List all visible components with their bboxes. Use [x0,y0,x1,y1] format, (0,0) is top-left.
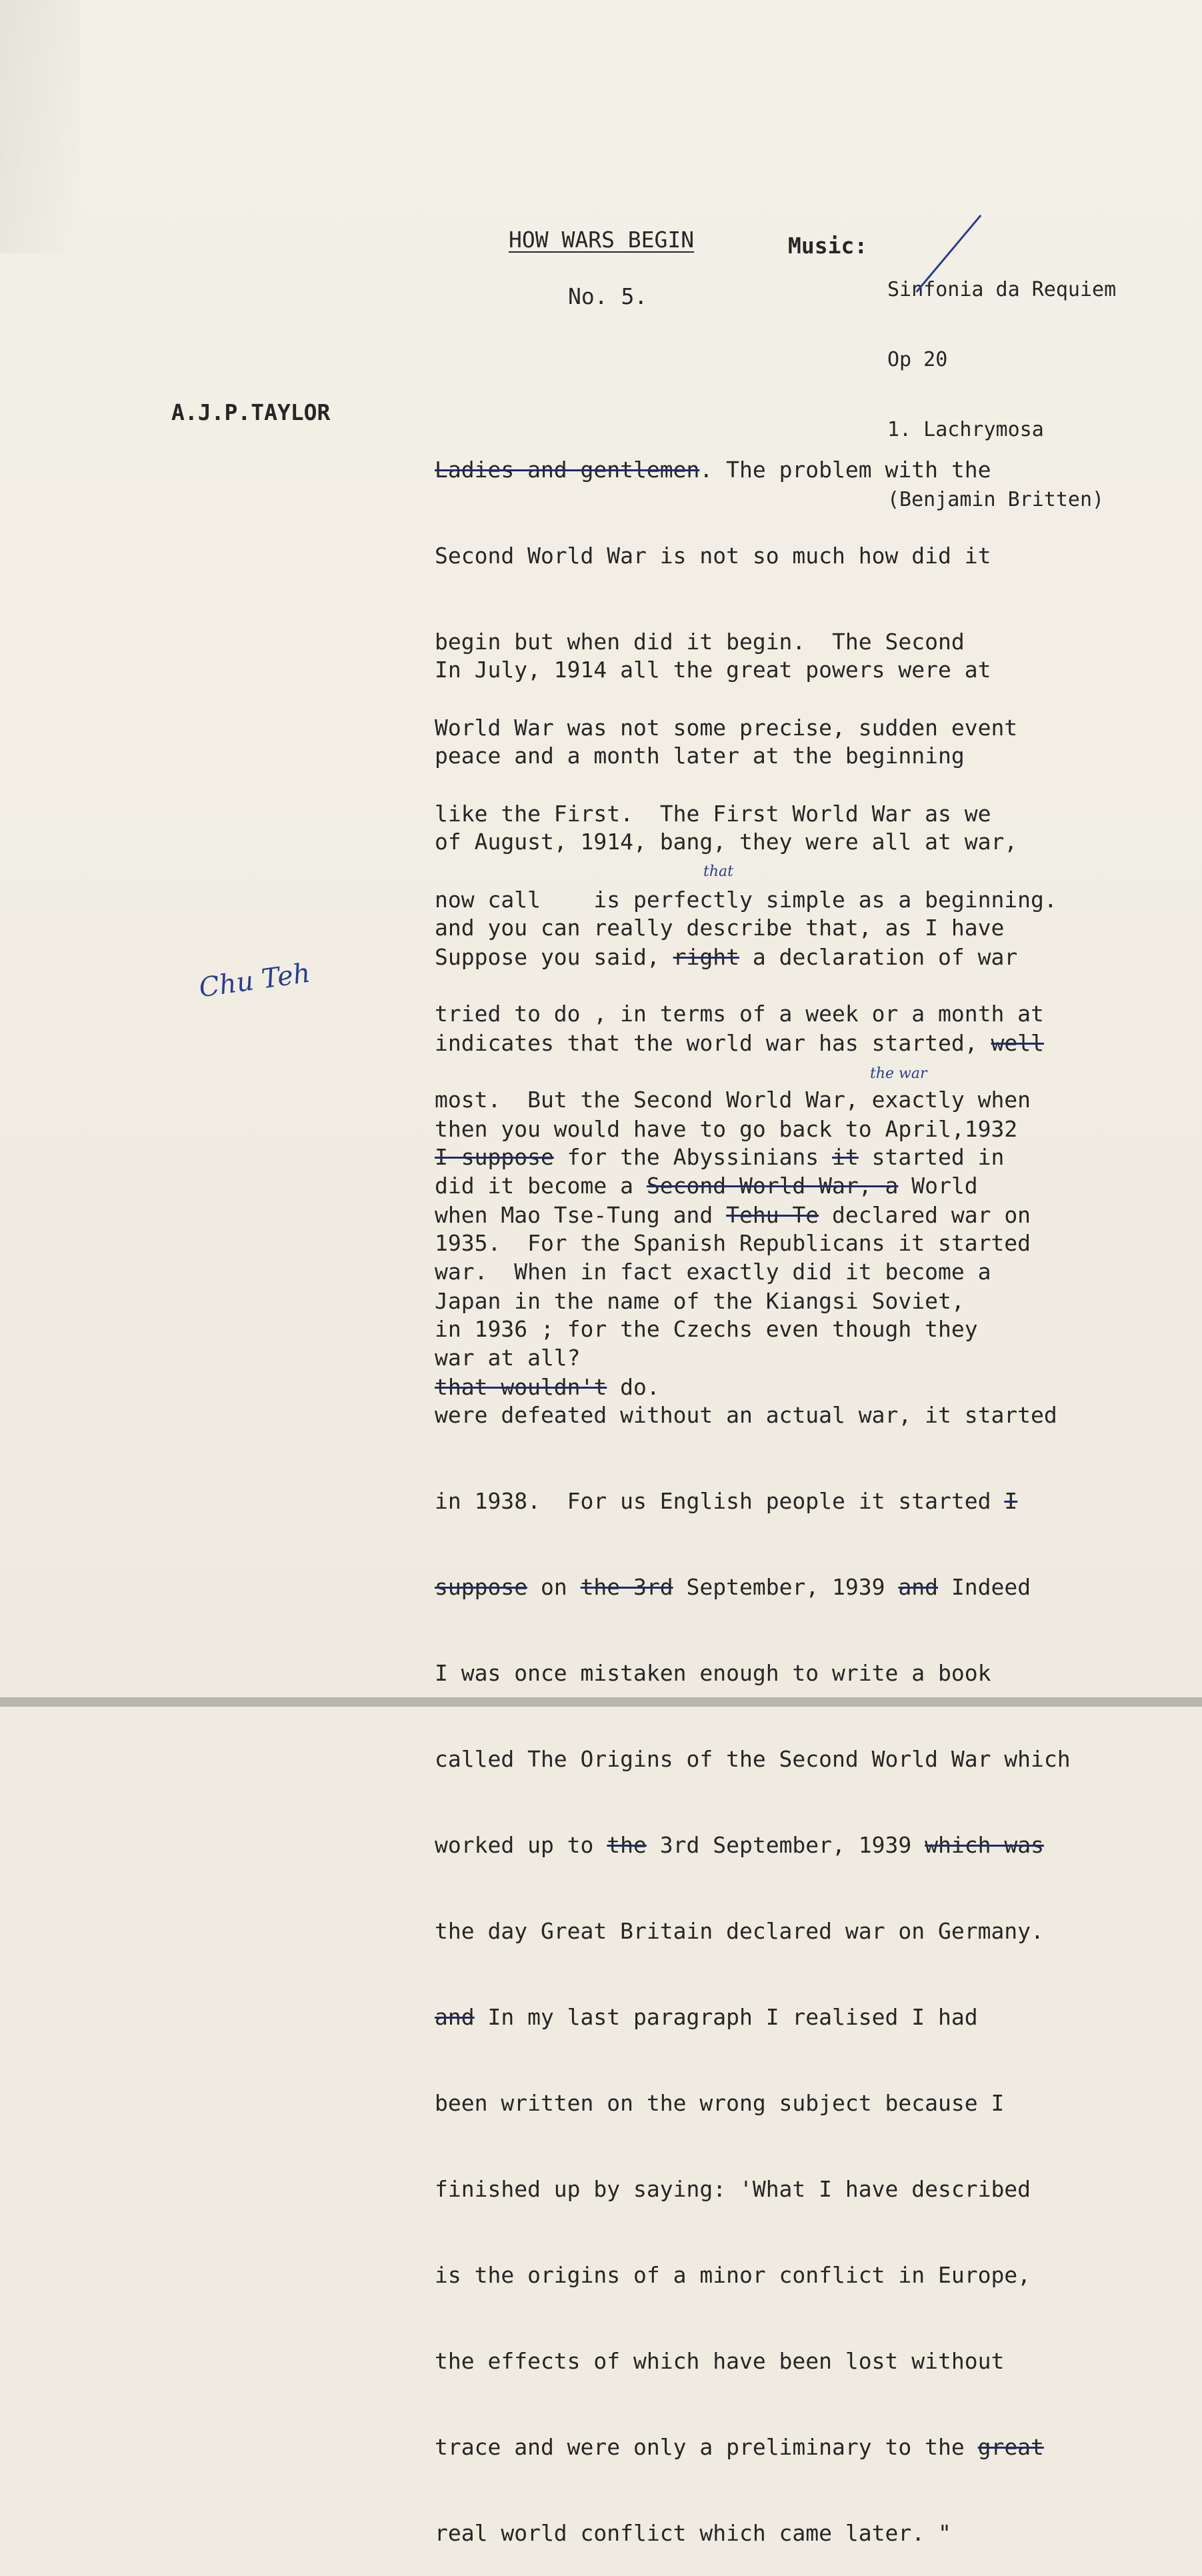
struck-text: Tehu Te [726,1202,819,1228]
struck-text: that wouldn't [435,1374,607,1400]
struck-text: and [898,1574,939,1600]
author-name: A.J.P.TAYLOR [171,399,331,425]
text-line: were defeated without an actual war, it started [435,1402,1057,1428]
struck-text: the 3rd [580,1574,673,1600]
text-line: that wouldn't do. [435,1374,660,1400]
text-line: of August, 1914, bang, they were all at war, [435,829,1018,855]
text-line: then you would have to go back to April,1932 [435,1116,1018,1142]
text-line: tried to do , in terms of a week or a month at [435,1001,1044,1027]
text-line: and you can really describe that, as I have [435,915,1005,941]
text-line: World War was not some precise, sudden event [435,715,1018,741]
struck-text: suppose [435,1574,528,1600]
struck-text: and [435,2004,475,2030]
text-line: I suppose for the Abyssinians it started in [435,1144,1005,1170]
struck-text: which was [925,1832,1044,1858]
text-line: did it become a Second World War, a World [435,1173,978,1199]
text-line: like the First. The First World War as we [435,801,991,827]
music-line: 1. Lachrymosa [887,418,1044,441]
music-line: Op 20 [887,348,948,371]
handwritten-margin-note: Chu Teh [197,957,313,1004]
struck-text: Ladies and gentlemen [435,457,700,483]
handwritten-insert: the war [870,1065,927,1082]
struck-text: Second World War, a [646,1173,899,1199]
text-line: Japan in the name of the Kiangsi Soviet, [435,1288,965,1314]
text-line: I was once mistaken enough to write a book [435,1660,991,1686]
paragraph [435,1085,1071,2576]
music-label: Music: [788,233,868,259]
page-fold-shadow [0,0,80,253]
page-bottom-edge [0,1697,1202,1707]
text-line: peace and a month later at the beginning [435,743,965,769]
text-line: when Mao Tse-Tung and Tehu Te declared war on [435,1202,1031,1228]
text-line: begin but when did it begin. The Second [435,629,965,655]
text-line: is the origins of a minor conflict in Europe, [435,2262,1031,2288]
text-line [435,455,1057,484]
struck-text: I suppose [435,1144,554,1170]
text-line: been written on the wrong subject because I [435,2090,1005,2116]
text-line: called The Origins of the Second World War which [435,1746,1071,1772]
struck-text: right [673,944,739,970]
text-line: now call is perfectly simple as a beginning. [435,887,1057,913]
handwritten-insert: that [703,863,733,880]
text-line: 1935. For the Spanish Republicans it started [435,1230,1031,1256]
struck-text: it [832,1144,859,1170]
music-line: (Benjamin Britten) [887,488,1105,511]
text-line: in 1936 ; for the Czechs even though they [435,1316,978,1342]
document-number: No. 5. [568,283,648,309]
text-line: finished up by saying: 'What I have described [435,2176,1031,2202]
text-line: war. When in fact exactly did it become a [435,1259,991,1285]
struck-text: I [1004,1488,1018,1514]
struck-text: great [977,2434,1044,2460]
document-title: HOW WARS BEGIN [509,227,695,253]
text-line: war at all? [435,1345,581,1371]
text-line: trace and were only a preliminary to the great [435,2434,1044,2460]
text-line: the day Great Britain declared war on Germany. [435,1918,1044,1944]
text-line: in 1938. For us English people it started I [435,1488,1018,1514]
text-line: suppose on the 3rd September, 1939 and Indeed [435,1574,1031,1600]
music-line: Sinfonia da Requiem [887,278,1117,301]
text-line: indicates that the world war has started, well [435,1030,1044,1056]
text-line: In July, 1914 all the great powers were at [435,657,991,683]
text-fragment: . The problem with the [699,457,991,483]
text-line: worked up to the 3rd September, 1939 which was [435,1832,1044,1858]
text-line: Second World War is not so much how did it [435,543,991,569]
text-line: most. But the Second World War, exactly when [435,1087,1031,1113]
text-line: and In my last paragraph I realised I had [435,2004,978,2030]
text-line: the effects of which have been lost without [435,2348,1005,2374]
text-line: real world conflict which came later. " [435,2520,951,2546]
text-line: Suppose you said, right a declaration of war [435,944,1018,970]
struck-text: well [991,1030,1044,1056]
struck-text: the [607,1832,647,1858]
